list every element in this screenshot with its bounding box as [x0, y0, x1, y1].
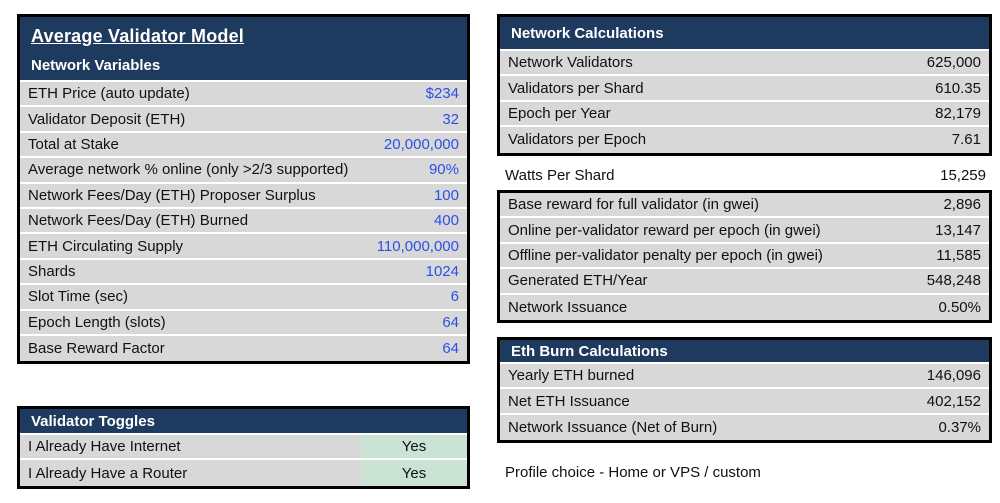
table-row	[500, 364, 989, 389]
table-row	[20, 234, 467, 259]
table-row	[500, 76, 989, 101]
base-reward-value: 2,896	[943, 196, 981, 214]
row-label: ETH Price (auto update)	[28, 85, 190, 103]
fees-proposer-surplus-cell[interactable]: 100	[433, 186, 459, 204]
row-label: Total at Stake	[28, 135, 119, 153]
table-row	[20, 336, 467, 361]
watts-per-shard-row	[487, 163, 1000, 188]
row-label: I Already Have Internet	[28, 438, 181, 456]
row-label: Yearly ETH burned	[508, 367, 635, 385]
table-row	[500, 193, 989, 218]
row-label: Offline per-validator penalty per epoch (in gwei)	[508, 246, 823, 264]
row-label: ETH Circulating Supply	[28, 237, 184, 255]
table-row	[500, 295, 989, 320]
panel-header-block	[20, 17, 467, 82]
fees-burned-cell[interactable]: 400	[433, 212, 459, 230]
row-label: Validators per Shard	[508, 79, 644, 97]
table-row	[20, 311, 467, 336]
page-title: Average Validator Model	[31, 26, 244, 46]
eth-burn-calculations-header: Eth Burn Calculations	[500, 340, 989, 364]
table-row	[500, 102, 989, 127]
table-row	[500, 218, 989, 243]
eth-burn-calculations-panel	[497, 337, 992, 443]
row-label: Network Issuance	[508, 298, 628, 316]
row-label: Slot Time (sec)	[28, 288, 129, 306]
network-issuance-value: 0.50%	[938, 298, 981, 316]
row-label: Network Validators	[508, 54, 633, 72]
have-router-toggle[interactable]: Yes	[361, 460, 467, 485]
network-variables-panel	[17, 14, 470, 364]
online-reward-value: 13,147	[935, 221, 981, 239]
row-label: Base reward for full validator (in gwei)	[508, 196, 759, 214]
total-at-stake-cell[interactable]: 20,000,000	[383, 135, 459, 153]
table-row	[20, 460, 467, 485]
row-label: Online per-validator reward per epoch (in gwei)	[508, 221, 821, 239]
row-label: Watts Per Shard	[505, 167, 615, 184]
table-row	[500, 51, 989, 76]
base-reward-factor-cell[interactable]: 64	[442, 340, 459, 358]
generated-eth-year-value: 548,248	[926, 272, 981, 290]
slot-time-cell[interactable]: 6	[450, 288, 459, 306]
row-label: Epoch per Year	[508, 104, 611, 122]
table-row	[20, 133, 467, 158]
row-label: Network Fees/Day (ETH) Proposer Surplus	[28, 186, 316, 204]
row-label: Average network % online (only >2/3 supported)	[28, 161, 349, 179]
row-label: Validator Deposit (ETH)	[28, 110, 186, 128]
network-calculations-header: Network Calculations	[500, 17, 989, 51]
circulating-supply-cell[interactable]: 110,000,000	[376, 237, 459, 255]
net-eth-issuance-value: 402,152	[926, 392, 981, 410]
row-label: Network Issuance (Net of Burn)	[508, 418, 718, 436]
row-label: Network Fees/Day (ETH) Burned	[28, 212, 249, 230]
row-label: Epoch Length (slots)	[28, 313, 166, 331]
validators-per-shard-value: 610.35	[935, 79, 981, 97]
table-row	[20, 158, 467, 183]
network-validators-value: 625,000	[926, 54, 981, 72]
have-internet-toggle[interactable]: Yes	[361, 435, 467, 458]
validator-deposit-cell[interactable]: 32	[442, 110, 459, 128]
epoch-per-year-value: 82,179	[935, 104, 981, 122]
table-row	[500, 244, 989, 269]
table-row	[20, 435, 467, 460]
row-label: Net ETH Issuance	[508, 392, 630, 410]
table-row	[500, 127, 989, 152]
table-row	[20, 107, 467, 132]
table-row	[20, 82, 467, 107]
row-label: Validators per Epoch	[508, 131, 647, 149]
watts-per-shard-value: 15,259	[940, 167, 986, 184]
table-row	[20, 184, 467, 209]
table-row	[500, 415, 989, 440]
yearly-eth-burned-value: 146,096	[926, 367, 981, 385]
offline-penalty-value: 11,585	[936, 246, 981, 264]
row-label: I Already Have a Router	[28, 464, 188, 482]
validator-toggles-header: Validator Toggles	[20, 409, 467, 435]
profile-choice-note: Profile choice - Home or VPS / custom	[505, 464, 761, 481]
table-row	[20, 209, 467, 234]
row-label: Generated ETH/Year	[508, 272, 648, 290]
epoch-length-cell[interactable]: 64	[442, 313, 459, 331]
network-variables-header: Network Variables	[31, 57, 161, 74]
validator-toggles-panel	[17, 406, 470, 489]
table-row	[500, 269, 989, 294]
row-label: Base Reward Factor	[28, 340, 165, 358]
row-label: Shards	[28, 262, 76, 280]
table-row	[20, 285, 467, 310]
validators-per-epoch-value: 7.61	[951, 131, 981, 149]
table-row	[500, 389, 989, 414]
network-calculations-panel-continued	[497, 190, 992, 323]
network-online-cell[interactable]: 90%	[428, 161, 459, 179]
net-of-burn-issuance-value: 0.37%	[938, 418, 981, 436]
network-calculations-panel	[497, 14, 992, 156]
shards-cell[interactable]: 1024	[425, 262, 459, 280]
table-row	[20, 260, 467, 285]
eth-price-cell[interactable]: $234	[425, 85, 459, 103]
